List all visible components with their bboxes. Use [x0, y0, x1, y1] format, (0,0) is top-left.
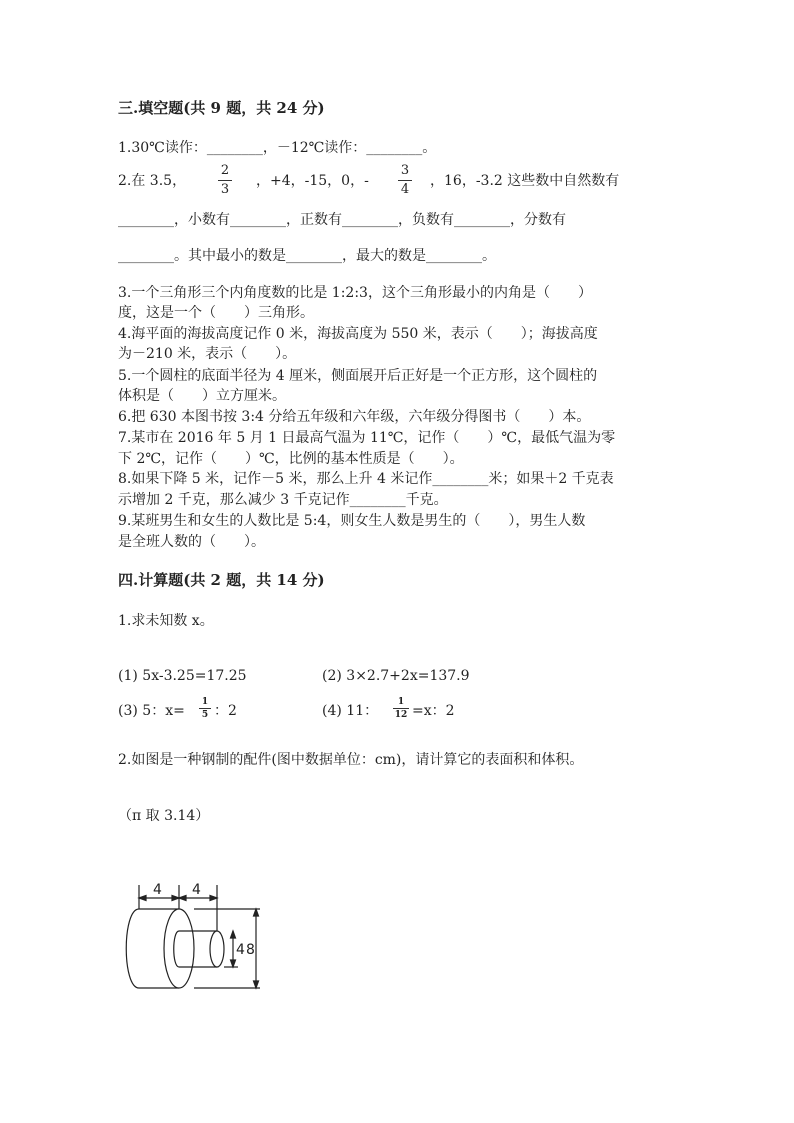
q3-4-line1: 4.海平面的海拔高度记作 0 米，海拔高度为 550 米，表示（ ）；海拔高度: [118, 326, 598, 342]
q3-2-line2: ________，小数有________，正数有________，负数有________，分数有: [118, 212, 566, 228]
section-4-title: 四.计算题(共 2 题，共 14 分): [118, 571, 325, 589]
q3-9-line2: 是全班人数的（ ）。: [118, 534, 265, 550]
steel-part-figure: [120, 876, 270, 996]
fraction-denominator: 5: [201, 710, 209, 720]
fraction-3-4: [398, 163, 412, 198]
length-label-right: 4: [192, 882, 201, 898]
fraction-denominator: 3: [220, 182, 230, 197]
equation-1: (1) 5x-3.25=17.25: [118, 668, 247, 684]
q3-8-line1: 8.如果下降 5 米，记作－5 米，那么上升 4 米记作________米；如果＋2 千克表: [118, 471, 614, 487]
q3-3-line1: 3.一个三角形三个内角度数的比是 1:2:3，这个三角形最小的内角是（ ）: [118, 285, 592, 301]
q3-2-part-c: ，16，-3.2 这些数中自然数有: [430, 173, 620, 189]
fraction-numerator: 1: [397, 697, 405, 707]
q3-4-line2: 为－210 米，表示（ ）。: [118, 346, 297, 362]
q4-2-prompt: 2.如图是一种钢制的配件(图中数据单位：cm)，请计算它的表面积和体积。: [118, 752, 584, 768]
q3-3-line2: 度，这是一个（ ）三角形。: [118, 305, 314, 321]
q3-6: 6.把 630 本图书按 3:4 分给五年级和六年级，六年级分得图书（ ）本。: [118, 409, 591, 425]
equation-2: (2) 3×2.7+2x=137.9: [322, 668, 470, 684]
fraction-denominator: 12: [394, 710, 408, 720]
fraction-2-3: [218, 163, 232, 198]
fraction-numerator: 2: [220, 163, 230, 178]
q3-8-line2: 示增加 2 千克，那么减少 3 千克记作________千克。: [118, 492, 448, 508]
q3-2-part-a: 2.在 3.5，: [118, 173, 187, 189]
section-3-title: 三.填空题(共 9 题，共 24 分): [118, 99, 325, 117]
fraction-1-12: [393, 697, 409, 720]
q3-1: 1.30℃读作：________，－12℃读作：________。: [118, 140, 437, 156]
equation-3-part-a: (3) 5：x=: [118, 703, 185, 719]
q3-5-line2: 体积是（ ）立方厘米。: [118, 388, 286, 404]
fraction-numerator: 3: [400, 163, 410, 178]
length-label-left: 4: [153, 882, 162, 898]
q3-2-line3: ________。其中最小的数是________，最大的数是________。: [118, 248, 496, 264]
q3-7-line2: 下 2℃，记作（ ）℃，比例的基本性质是（ ）。: [118, 451, 464, 467]
small-diameter-label: 4: [236, 942, 245, 958]
q3-9-line1: 9.某班男生和女生的人数比是 5:4，则女生人数是男生的（ ），男生人数: [118, 513, 586, 529]
equation-3-part-b: ：2: [214, 703, 237, 719]
fraction-1-5: [199, 697, 211, 720]
q3-7-line1: 7.某市在 2016 年 5 月 1 日最高气温为 11℃，记作（ ）℃，最低气温为零: [118, 430, 616, 446]
q3-2-part-b: ，+4，-15，0，-: [256, 173, 369, 189]
pi-note: （π 取 3.14）: [118, 808, 210, 824]
equation-4-part-b: =x：2: [412, 703, 455, 719]
equation-4-part-a: (4) 11：: [322, 703, 379, 719]
large-diameter-label: 8: [246, 942, 255, 958]
q3-5-line1: 5.一个圆柱的底面半径为 4 厘米，侧面展开后正好是一个正方形，这个圆柱的: [118, 368, 598, 384]
fraction-denominator: 4: [400, 182, 410, 197]
fraction-numerator: 1: [201, 697, 209, 707]
q4-1-prompt: 1.求未知数 x。: [118, 613, 214, 629]
